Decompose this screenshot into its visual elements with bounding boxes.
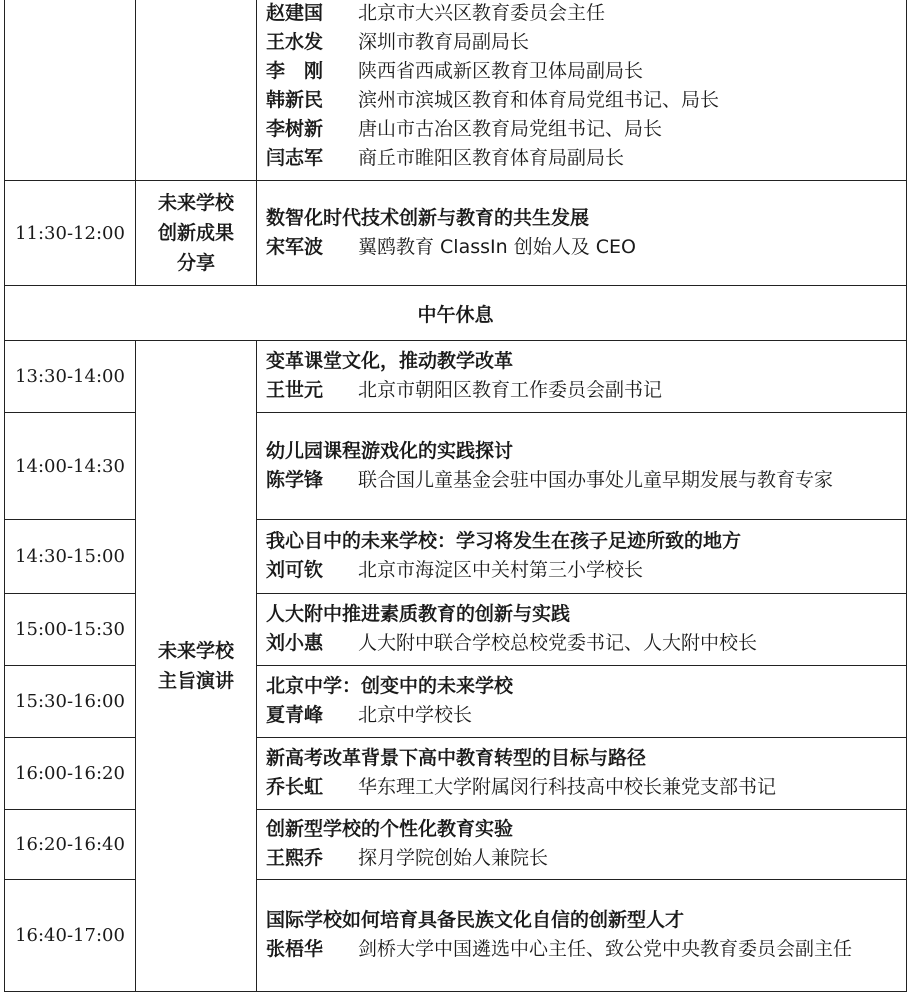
talk-cell: [257, 880, 907, 992]
speaker-name: 夏青峰: [266, 704, 324, 726]
time-cell: 14:00-14:30: [5, 413, 136, 520]
speaker-role: 深圳市教育局副局长: [358, 31, 530, 53]
agenda-table: [4, 0, 907, 992]
time-cell: 15:30-16:00: [5, 666, 136, 738]
time-cell: 16:20-16:40: [5, 810, 136, 880]
speaker-name: 刘小惠: [266, 632, 324, 654]
speaker-list: [257, 0, 907, 181]
speaker-role: 陕西省西咸新区教育卫体局副局长: [358, 60, 644, 82]
speaker-entry: [266, 935, 906, 964]
talk-title: 国际学校如何培育具备民族文化自信的创新型人才: [266, 909, 685, 931]
speaker-role: 人大附中联合学校总校党委书记、人大附中校长: [358, 632, 758, 654]
session-line: 创新成果: [157, 222, 234, 244]
session-cell: [136, 181, 257, 286]
time-cell: 16:00-16:20: [5, 738, 136, 810]
session-cell: [136, 341, 257, 992]
speaker-role: 商丘市睢阳区教育体育局副局长: [358, 147, 625, 169]
speaker-role: 北京市朝阳区教育工作委员会副书记: [358, 379, 663, 401]
talk-title: 创新型学校的个性化教育实验: [266, 818, 514, 840]
speaker-entry: [266, 629, 906, 658]
session-line: 未来学校: [157, 640, 234, 662]
talk-title: 我心目中的未来学校：学习将发生在孩子足迹所致的地方: [266, 530, 742, 552]
speaker-entry: [266, 86, 906, 115]
table-row: [5, 341, 907, 413]
time-cell-empty: [5, 0, 136, 181]
speaker-name: 闫志军: [266, 147, 324, 169]
speaker-name: 李 刚: [266, 60, 324, 82]
speaker-entry: [266, 57, 906, 86]
talk-cell: [257, 738, 907, 810]
lunch-break-label: 中午休息: [5, 286, 907, 341]
time-cell: 15:00-15:30: [5, 594, 136, 666]
speaker-name: 李树新: [266, 118, 324, 140]
speaker-name: 陈学锋: [266, 468, 324, 491]
speaker-name: 刘可钦: [266, 559, 324, 581]
speaker-role: 北京中学校长: [358, 704, 473, 726]
speaker-entry: [266, 556, 906, 585]
talk-cell: [257, 666, 907, 738]
session-line: 分享: [176, 252, 215, 274]
speaker-role: 滨州市滨城区教育和体育局党组书记、局长: [358, 89, 720, 111]
speaker-role: 探月学院创始人兼院长: [358, 847, 549, 869]
speaker-role: 北京市海淀区中关村第三小学校长: [358, 559, 644, 581]
speaker-role: 唐山市古冶区教育局党组书记、局长: [358, 118, 663, 140]
talk-cell: [257, 594, 907, 666]
speaker-role: 北京市大兴区教育委员会主任: [358, 2, 606, 24]
talk-title: 数智化时代技术创新与教育的共生发展: [266, 206, 590, 229]
speaker-entry: [266, 0, 906, 28]
time-cell: 11:30-12:00: [5, 181, 136, 286]
speaker-name: 王熙乔: [266, 847, 324, 869]
speaker-entry: [266, 233, 906, 262]
speaker-name: 张梧华: [266, 938, 324, 960]
speaker-entry: [266, 844, 906, 873]
talk-title: 北京中学：创变中的未来学校: [266, 675, 514, 697]
speaker-entry: [266, 466, 906, 495]
talk-cell: [257, 341, 907, 413]
speaker-role: 剑桥大学中国遴选中心主任、致公党中央教育委员会副主任: [358, 938, 853, 960]
lunch-break-row: [5, 286, 907, 341]
speaker-entry: [266, 773, 906, 802]
session-cell-empty: [136, 0, 257, 181]
talk-cell: [257, 520, 907, 594]
time-cell: 16:40-17:00: [5, 880, 136, 992]
speaker-name: 赵建国: [266, 2, 324, 24]
speaker-entry: [266, 28, 906, 57]
speaker-role: 华东理工大学附属闵行科技高中校长兼党支部书记: [358, 776, 777, 798]
table-row: [5, 0, 907, 181]
speaker-name: 韩新民: [266, 89, 324, 111]
talk-cell: [257, 413, 907, 520]
speaker-role: 翼鸥教育 ClassIn 创始人及 CEO: [358, 235, 636, 258]
speaker-name: 王水发: [266, 31, 324, 53]
session-line: 未来学校: [157, 192, 234, 214]
talk-cell: [257, 810, 907, 880]
speaker-role: 联合国儿童基金会驻中国办事处儿童早期发展与教育专家: [358, 468, 834, 491]
speaker-name: 乔长虹: [266, 776, 324, 798]
speaker-entry: [266, 115, 906, 144]
talk-title: 幼儿园课程游戏化的实践探讨: [266, 439, 514, 462]
talk-cell: [257, 181, 907, 286]
speaker-name: 王世元: [266, 379, 324, 401]
talk-title: 变革课堂文化，推动教学改革: [266, 350, 514, 372]
talk-title: 人大附中推进素质教育的创新与实践: [266, 603, 571, 625]
talk-title: 新高考改革背景下高中教育转型的目标与路径: [266, 747, 647, 769]
speaker-name: 宋军波: [266, 235, 324, 258]
speaker-entry: [266, 376, 906, 405]
speaker-entry: [266, 701, 906, 730]
session-line: 主旨演讲: [157, 670, 234, 692]
speaker-entry: [266, 144, 906, 173]
table-row: [5, 181, 907, 286]
time-cell: 13:30-14:00: [5, 341, 136, 413]
time-cell: 14:30-15:00: [5, 520, 136, 594]
